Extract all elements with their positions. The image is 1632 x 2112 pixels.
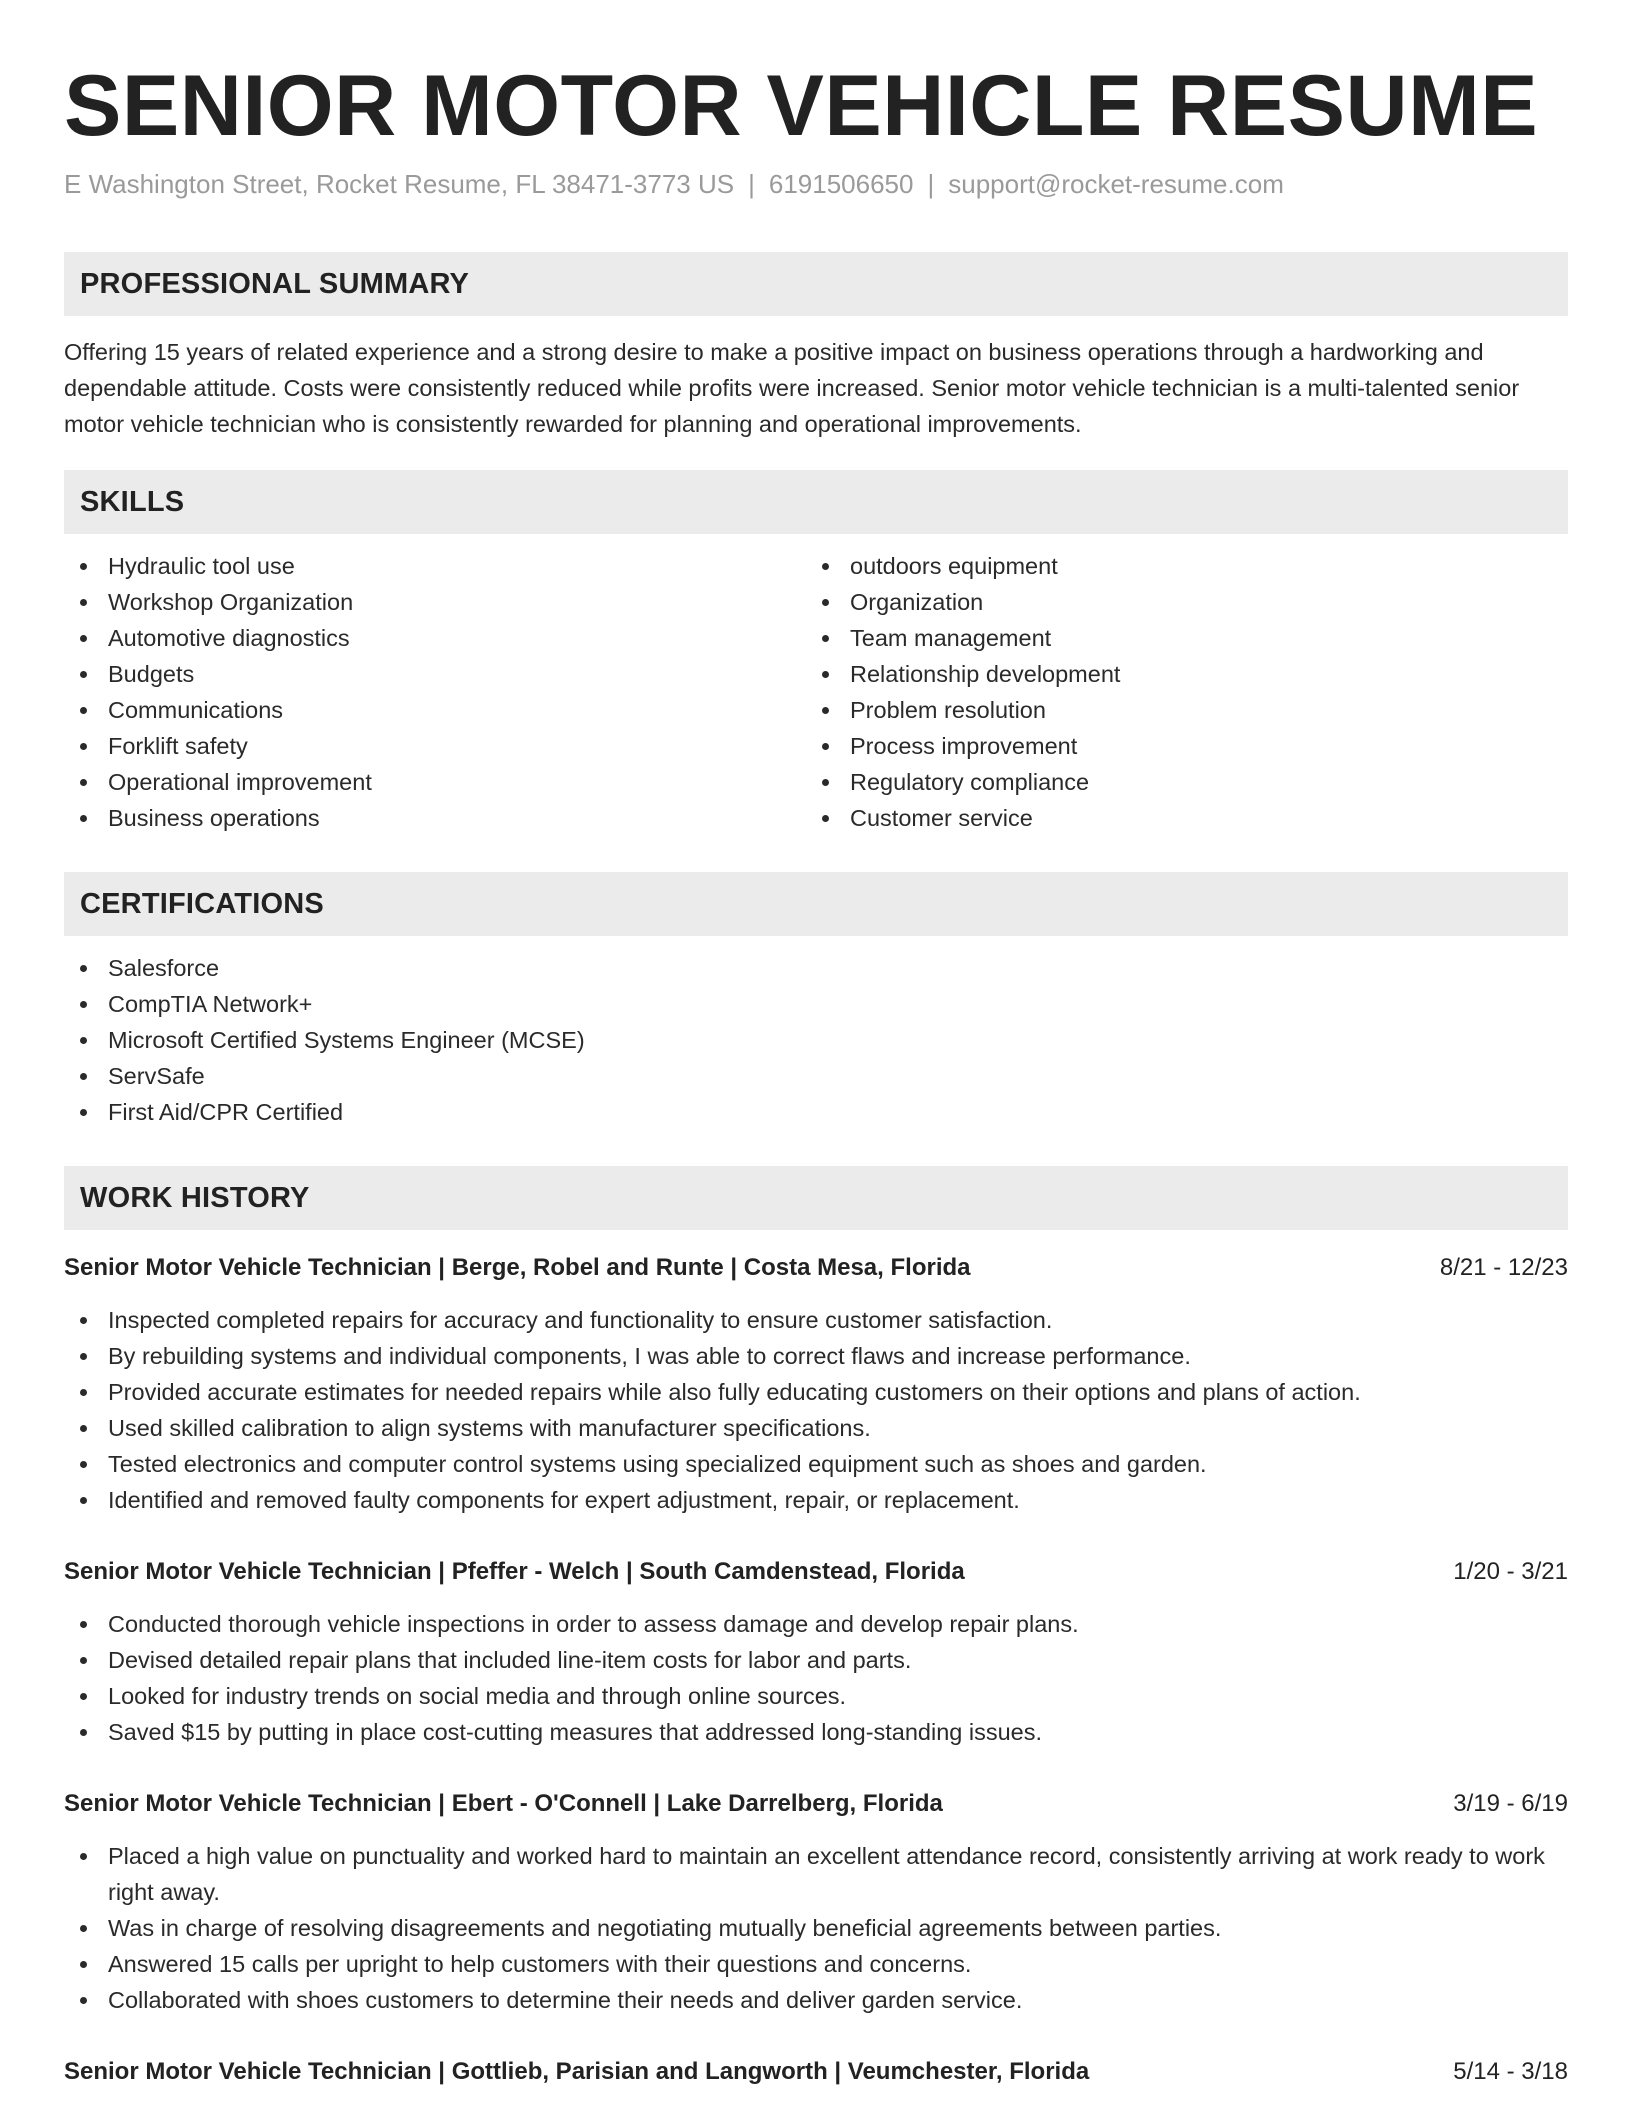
certification-item: Salesforce xyxy=(64,950,1568,986)
skill-item: Team management xyxy=(806,620,1546,656)
job-bullet: Answered 15 calls per upright to help customers with their questions and concerns. xyxy=(64,1946,1568,1982)
skill-item: Hydraulic tool use xyxy=(64,548,804,584)
job-dates: 3/19 - 6/19 xyxy=(1453,1790,1568,1817)
skill-item: Forklift safety xyxy=(64,728,804,764)
job-dates: 5/14 - 3/18 xyxy=(1453,2058,1568,2085)
job-dates: 1/20 - 3/21 xyxy=(1453,1558,1568,1585)
job-bullet: By rebuilding systems and individual components, I was able to correct flaws and increase performance. xyxy=(64,1338,1568,1374)
job-bullets xyxy=(64,1606,1568,1750)
certification-item: CompTIA Network+ xyxy=(64,986,1568,1022)
resume-title: SENIOR MOTOR VEHICLE RESUME xyxy=(64,58,1539,154)
summary-text: Offering 15 years of related experience and a strong desire to make a positive impact on business operations through a hardworking and dependable attitude. Costs were consistently reduced while profits were increased. Senior motor vehicle technician is a multi-talented senior motor vehicle technician who is consistently rewarded for planning and operational improvements. xyxy=(64,339,1520,437)
skill-item: Regulatory compliance xyxy=(806,764,1546,800)
certification-item: ServSafe xyxy=(64,1058,1568,1094)
job-header xyxy=(64,1554,1568,1590)
job-bullet: Saved $15 by putting in place cost-cutting measures that addressed long-standing issues. xyxy=(64,1714,1568,1750)
job-bullet: Devised detailed repair plans that included line-item costs for labor and parts. xyxy=(64,1642,1568,1678)
skills-section-header xyxy=(64,470,1568,534)
job-title: Senior Motor Vehicle Technician | Berge, Robel and Runte | Costa Mesa, Florida xyxy=(64,1254,971,1281)
skill-item: Customer service xyxy=(806,800,1546,836)
job-bullets xyxy=(64,1838,1568,2018)
contact-email: support@rocket-resume.com xyxy=(948,169,1284,199)
contact-address: E Washington Street, Rocket Resume, FL 38471-3773 US xyxy=(64,169,735,199)
job-title: Senior Motor Vehicle Technician | Pfeffer - Welch | South Camdenstead, Florida xyxy=(64,1558,965,1585)
job-header xyxy=(64,1250,1568,1286)
job-bullet: Provided accurate estimates for needed repairs while also fully educating customers on their options and plans of action. xyxy=(64,1374,1568,1410)
contact-separator: | xyxy=(748,169,755,199)
job-bullet: Tested electronics and computer control systems using specialized equipment such as shoes and garden. xyxy=(64,1446,1568,1482)
summary-heading: PROFESSIONAL SUMMARY xyxy=(80,268,470,300)
job-title: Senior Motor Vehicle Technician | Ebert - O'Connell | Lake Darrelberg, Florida xyxy=(64,1790,943,1817)
skill-item: Problem resolution xyxy=(806,692,1546,728)
certification-item: First Aid/CPR Certified xyxy=(64,1094,1568,1130)
contact-separator: | xyxy=(927,169,935,199)
skill-item: Operational improvement xyxy=(64,764,804,800)
skill-item: Business operations xyxy=(64,800,804,836)
skill-item: Relationship development xyxy=(806,656,1546,692)
job-header xyxy=(64,2054,1568,2090)
work-section-header xyxy=(64,1166,1568,1230)
skill-item: Process improvement xyxy=(806,728,1546,764)
certifications-list xyxy=(64,950,1568,1130)
summary-section-header xyxy=(64,252,1568,316)
skill-item: Budgets xyxy=(64,656,804,692)
contact-line xyxy=(64,166,1284,202)
skill-item: Communications xyxy=(64,692,804,728)
skill-item: Organization xyxy=(806,584,1546,620)
skills-heading: SKILLS xyxy=(80,486,185,518)
resume-page xyxy=(64,0,1568,2112)
certifications-section-header xyxy=(64,872,1568,936)
job-bullet: Identified and removed faulty components for expert adjustment, repair, or replacement. xyxy=(64,1482,1568,1518)
contact-phone: 6191506650 xyxy=(768,169,914,199)
job-bullets xyxy=(64,1302,1568,1518)
skill-item: Workshop Organization xyxy=(64,584,804,620)
job-dates: 8/21 - 12/23 xyxy=(1439,1254,1568,1281)
job-header xyxy=(64,1786,1568,1822)
job-bullet: Collaborated with shoes customers to determine their needs and deliver garden service. xyxy=(64,1982,1568,2018)
work-heading: WORK HISTORY xyxy=(80,1182,310,1214)
certifications-heading: CERTIFICATIONS xyxy=(80,888,324,920)
job-bullet: Conducted thorough vehicle inspections in order to assess damage and develop repair plans. xyxy=(64,1606,1568,1642)
skill-item: outdoors equipment xyxy=(806,548,1546,584)
job-bullet: Looked for industry trends on social media and through online sources. xyxy=(64,1678,1568,1714)
job-bullet: Was in charge of resolving disagreements and negotiating mutually beneficial agreements between parties. xyxy=(64,1910,1568,1946)
job-bullet: Inspected completed repairs for accuracy and functionality to ensure customer satisfaction. xyxy=(64,1302,1568,1338)
skills-list-left xyxy=(64,548,804,836)
job-bullet: Placed a high value on punctuality and worked hard to maintain an excellent attendance record, consistently arriving at work ready to work right away. xyxy=(64,1838,1568,1910)
job-bullet: Used skilled calibration to align systems with manufacturer specifications. xyxy=(64,1410,1568,1446)
certification-item: Microsoft Certified Systems Engineer (MCSE) xyxy=(64,1022,1568,1058)
skill-item: Automotive diagnostics xyxy=(64,620,804,656)
job-title: Senior Motor Vehicle Technician | Gottlieb, Parisian and Langworth | Veumchester, Florida xyxy=(64,2058,1090,2085)
skills-list-right xyxy=(806,548,1546,836)
